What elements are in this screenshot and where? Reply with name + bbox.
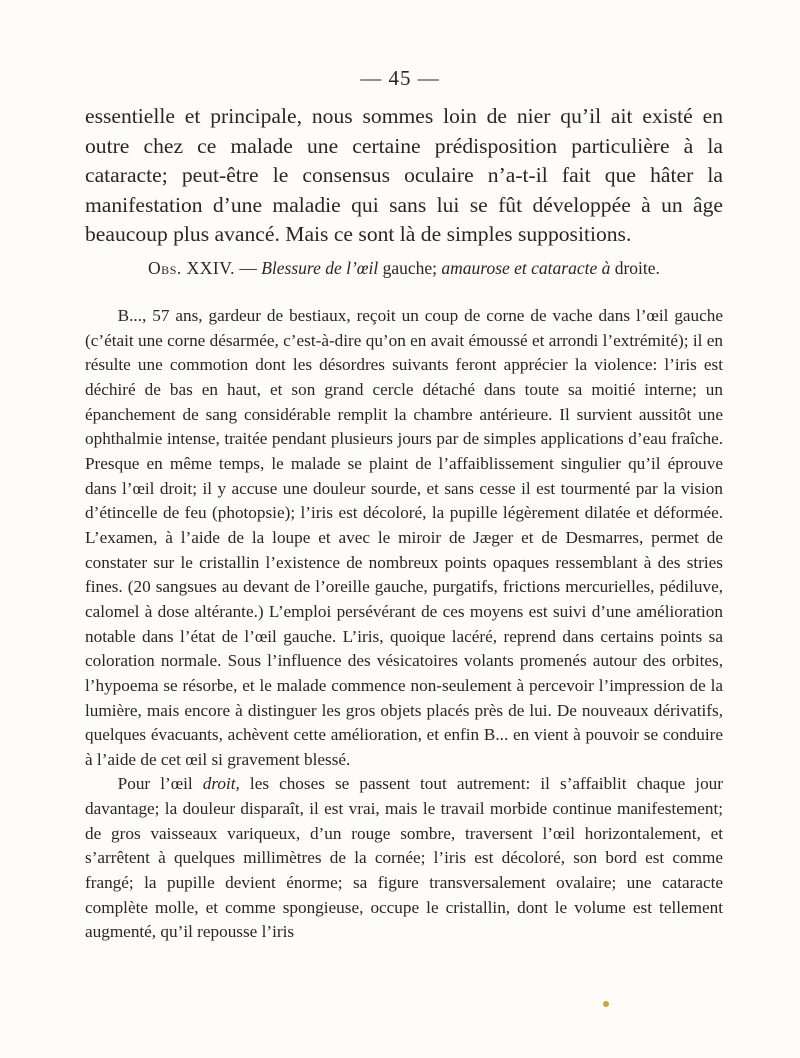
intro-paragraph: essentielle et principale, nous sommes loin de nier qu’il ait existé en outre chez ce malade une certaine prédisposition particulière à la cataracte; peut-être le consensus oculaire n’a-t-il fait que hâter la manifestation d’une maladie qui sans lui se fût développée à un âge beaucoup plus avancé. Mais ce sont là de simples suppositions. <box>85 104 723 246</box>
observation-heading <box>85 258 723 279</box>
observation-dash: — <box>234 258 262 278</box>
paragraph-2-lead: Pour l’œil <box>117 774 203 794</box>
observation-title-part1: Blessure de l’œil <box>261 258 379 278</box>
observation-body <box>85 304 723 945</box>
case-paragraph-2 <box>85 772 723 945</box>
case-paragraph-1: B..., 57 ans, gardeur de bestiaux, reçoit un coup de corne de vache dans l’œil gauche (c’était une corne désarmée, c’est-à-dire qu’on en avait émoussé et arrondi l’extrémité); il en résulte une commotion dont les désordres suivants feront apprécier la violence: l’iris est déchiré de bas en haut, et son grand cercle détaché dans toute sa moitié interne; un épanchement de sang considérable remplit la chambre antérieure. Il survient aussitôt une ophthalmie intense, traitée pendant plusieurs jours par de simples applications d’eau fraîche. Presque en même temps, le malade se plaint de l’affaiblissement singulier qu’il éprouve dans l’œil droit; il y accuse une douleur sourde, et sans cesse il est tourmenté par la vision d’étincelle de feu (photopsie); l’iris est décoloré, la pupille légèrement dilatée et déformée. L’examen, à l’aide de la loupe et avec le miroir de Jæger et de Desmarres, permet de constater sur le cristallin l’existence de nombreux points opaques ressemblant à des stries fines. (20 sangsues au devant de l’oreille gauche, purgatifs, frictions mercurielles, pédiluve, calomel à dose altérante.) L’emploi persévérant de ces moyens est suivi d’une amélioration notable dans l’état de l’œil gauche. L’iris, quoique lacéré, reprend dans certains points sa coloration normale. Sous l’influence des vésicatoires volants promenés autour des orbites, l’hypoema se résorbe, et le malade commence non-seulement à percevoir l’impression de la lumière, mais encore à distinguer les gros objets placés près de lui. De nouveaux dérivatifs, quelques évacuants, achèvent cette amélioration, et enfin B... en vient à pouvoir se conduire à l’aide de cet œil si gravement blessé. <box>85 306 723 769</box>
observation-title-part2: gauche; <box>378 258 442 278</box>
paragraph-2-rest: les choses se passent tout autrement: il s’affaiblit chaque jour davantage; la douleur disparaît, il est vrai, mais le travail morbide continue manifestement; de gros vaisseaux variqueux, d’un rouge sombre, traversent l’œil horizontalement, et s’arrêtent à quelques millimètres de la cornée; l’iris est décoloré, son bord est comme frangé; la pupille devient énorme; sa figure transversalement ovalaire; une cataracte complète molle, et comme spongieuse, occupe le cristallin, dont le volume est tellement augmenté, qu’il repousse l’iris <box>85 774 723 942</box>
observation-label: Obs. XXIV. <box>148 258 235 278</box>
page-number: — 45 — <box>360 66 440 90</box>
observation-title-part4: droite. <box>610 258 660 278</box>
observation-title-part3: amaurose et cataracte à <box>441 258 611 278</box>
paragraph-2-emphasis: droit, <box>202 774 240 794</box>
ink-speck <box>603 1001 609 1007</box>
